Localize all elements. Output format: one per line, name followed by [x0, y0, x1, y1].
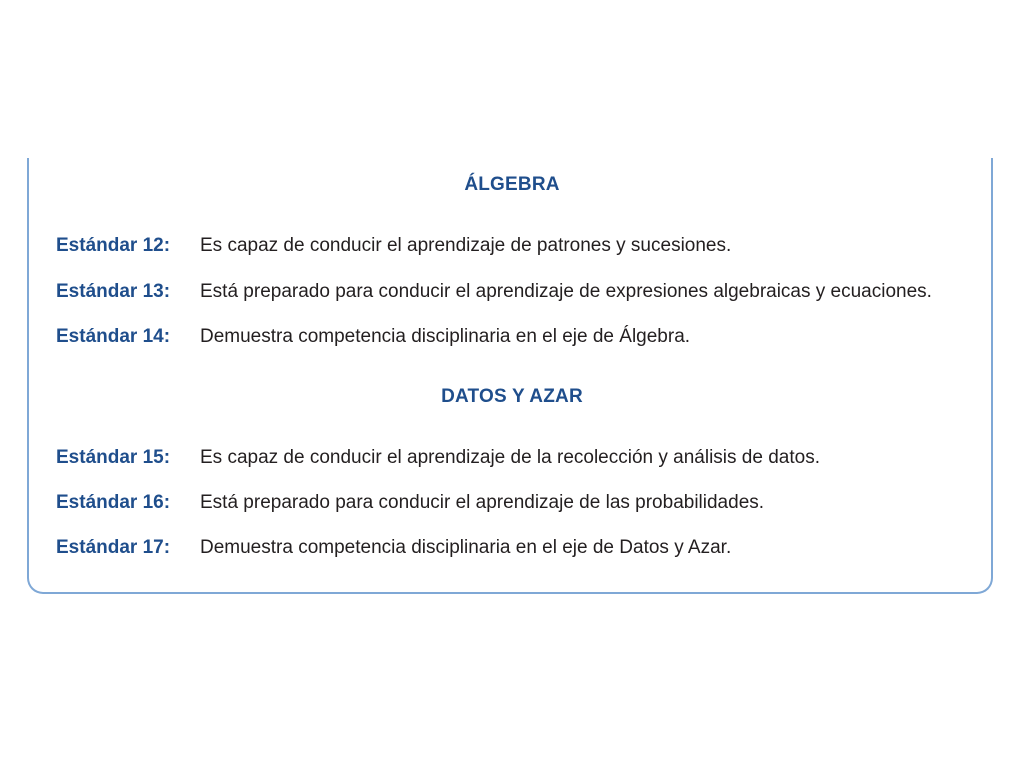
section-heading-datos-y-azar: DATOS Y AZAR — [441, 386, 583, 407]
standard-label: Estándar 12: — [56, 235, 171, 256]
standard-text: Está preparado para conducir el aprendizaje de las probabilidades. — [200, 492, 765, 513]
standard-text: Es capaz de conducir el aprendizaje de la recolección y análisis de datos. — [200, 447, 820, 468]
content-frame — [27, 158, 993, 594]
standard-label: Estándar 15: — [56, 447, 171, 468]
standard-text: Es capaz de conducir el aprendizaje de patrones y sucesiones. — [200, 235, 732, 256]
standard-row-13 — [56, 281, 994, 303]
standard-row-15 — [56, 447, 994, 469]
standard-label: Estándar 14: — [56, 326, 171, 347]
standard-label: Estándar 16: — [56, 492, 171, 513]
standard-row-14 — [56, 326, 994, 348]
standard-label: Estándar 17: — [56, 537, 171, 558]
standard-label: Estándar 13: — [56, 281, 171, 302]
standard-text: Demuestra competencia disciplinaria en el eje de Álgebra. — [200, 326, 691, 347]
standard-row-16 — [56, 492, 994, 514]
standard-text: Está preparado para conducir el aprendizaje de expresiones algebraicas y ecuaciones. — [200, 281, 932, 302]
standard-row-12 — [56, 235, 994, 257]
standard-text: Demuestra competencia disciplinaria en el eje de Datos y Azar. — [200, 537, 732, 558]
standard-row-17 — [56, 537, 994, 559]
section-heading-algebra: ÁLGEBRA — [464, 174, 560, 195]
